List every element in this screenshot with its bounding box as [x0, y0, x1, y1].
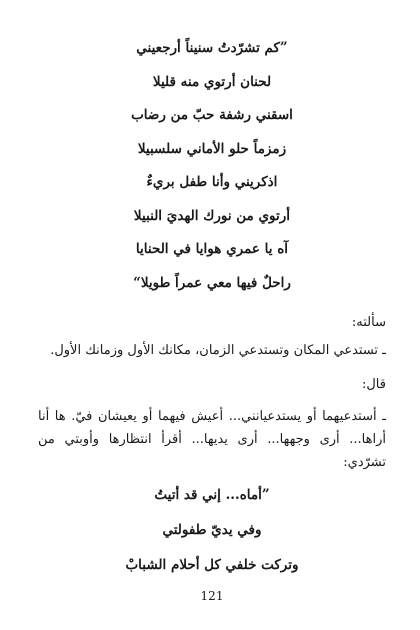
poem-stanza-top [38, 32, 386, 300]
poem-stanza-bottom [38, 478, 386, 583]
dialogue-question-2 [38, 374, 386, 396]
question-text: قال: [361, 377, 386, 392]
question-text: سألته: [351, 315, 386, 330]
poem-line: راحلٌ فيها معي عمراً طويلا“ [133, 274, 291, 291]
dialogue-question-1 [38, 312, 386, 334]
poem-line: ”أماه... إني قد أتيتُ [154, 487, 270, 503]
dialogue-answer-1 [38, 340, 386, 362]
poem-line: زمزماً حلو الأماني سلسبيلا [137, 140, 287, 157]
answer-text: ـ تستدعي المكان وتستدعي الزمان، مكانك الأول وزمانك الأول. [50, 343, 386, 358]
poem-line: ”كم تشرّدتُ سنيناً أرجعيني [136, 40, 288, 56]
page-number: 121 [200, 589, 224, 603]
poem-line: لحنان أرتوي منه قليلا [152, 73, 272, 90]
poem-line: وتركت خلفي كل أحلام الشبابْ [125, 557, 299, 573]
book-page [38, 0, 386, 630]
poem-line: اذكريني وأنا طفل بريءٌ [146, 174, 278, 190]
answer-text: ـ أستدعيهما أو يستدعيانني... أعيش فيهما أو يعيشان فيّ. ها أنا أراها... أرى وجهها... أرى يديها... أقرأ انتظارها وأوبتي من تشرّدي: [38, 409, 386, 470]
dialogue-answer-2 [38, 405, 386, 474]
poem-line: آه يا عمري هوايا في الحنايا [135, 241, 289, 257]
poem-line: اسقني رشفة حبّ من رضاب [131, 107, 293, 123]
poem-line: وفي يديّ طفولتي [162, 522, 262, 538]
poem-line: أرتوي من نورك الهديَ النبيلا [133, 207, 291, 224]
